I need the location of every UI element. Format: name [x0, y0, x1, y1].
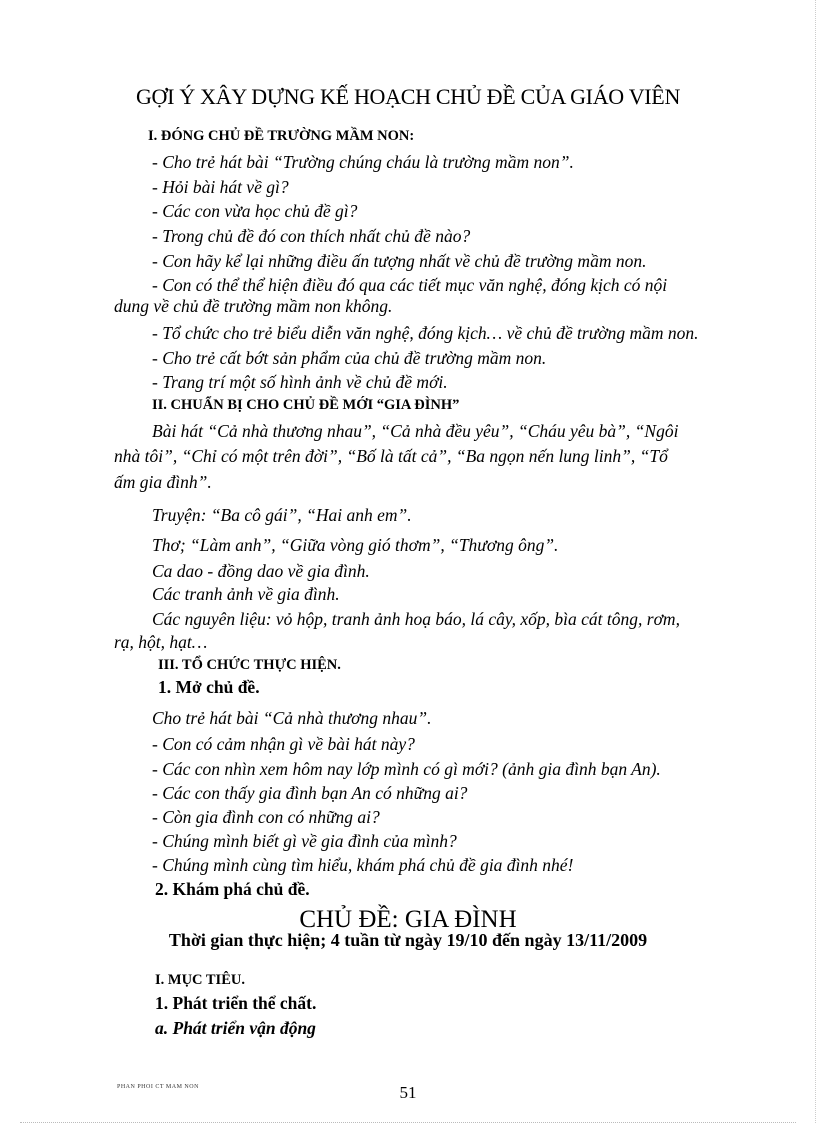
section-1-line: - Các con vừa học chủ đề gì? — [152, 201, 358, 221]
section-3-heading: III. TỔ CHỨC THỰC HIỆN. — [158, 657, 341, 673]
section-3-subheading: 2. Khám phá chủ đề. — [155, 879, 310, 899]
section-1-heading: I. ĐÓNG CHỦ ĐỀ TRƯỜNG MẦM NON: — [148, 128, 415, 144]
section-1-line: - Cho trẻ cất bớt sản phẩm của chủ đề trường mầm non. — [152, 348, 547, 368]
section-1-line: - Tổ chức cho trẻ biểu diễn văn nghệ, đóng kịch… về chủ đề trường mầm non. — [152, 323, 699, 343]
section-3-subheading: 1. Mở chủ đề. — [158, 677, 260, 697]
section-3-line: Cho trẻ hát bài “Cả nhà thương nhau”. — [152, 708, 432, 728]
section-2-line: Các nguyên liệu: vỏ hộp, tranh ảnh hoạ báo, lá cây, xốp, bìa cát tông, rơm, — [152, 609, 680, 629]
objectives-subheading: 1. Phát triển thể chất. — [155, 993, 317, 1013]
section-2-line: Ca dao - đồng dao về gia đình. — [152, 561, 370, 581]
section-1-line: - Con có thể thể hiện điều đó qua các tiết mục văn nghệ, đóng kịch có nội — [152, 275, 668, 295]
section-1-line: - Cho trẻ hát bài “Trường chúng cháu là trường mầm non”. — [152, 152, 574, 172]
section-2-line: rạ, hột, hạt… — [114, 632, 208, 652]
page-title: GỢI Ý XÂY DỰNG KẾ HOẠCH CHỦ ĐỀ CỦA GIÁO VIÊN — [135, 84, 681, 109]
section-3-line: - Còn gia đình con có những ai? — [152, 807, 380, 827]
section-3-line: - Chúng mình cùng tìm hiểu, khám phá chủ đề gia đình nhé! — [152, 855, 574, 875]
footer-label: PHAN PHOI CT MAM NON — [117, 1084, 199, 1090]
page-number: 51 — [399, 1083, 417, 1102]
section-3-line: - Chúng mình biết gì về gia đình của mình? — [152, 831, 457, 851]
section-1-line: - Trong chủ đề đó con thích nhất chủ đề nào? — [152, 226, 471, 246]
section-3-line: - Các con thấy gia đình bạn An có những ai? — [152, 783, 468, 803]
topic-title: CHỦ ĐỀ: GIA ĐÌNH — [299, 906, 517, 933]
section-3-line: - Con có cảm nhận gì về bài hát này? — [152, 734, 415, 754]
section-1-line: - Hỏi bài hát về gì? — [152, 177, 289, 197]
section-2-line: Bài hát “Cả nhà thương nhau”, “Cả nhà đều yêu”, “Cháu yêu bà”, “Ngôi — [152, 421, 679, 441]
section-1-line: - Con hãy kể lại những điều ấn tượng nhất về chủ đề trường mầm non. — [152, 251, 647, 271]
section-3-line: - Các con nhìn xem hôm nay lớp mình có gì mới? (ảnh gia đình bạn An). — [152, 759, 661, 779]
topic-duration: Thời gian thực hiện; 4 tuần từ ngày 19/10 đến ngày 13/11/2009 — [168, 930, 648, 950]
objectives-heading: I. MỤC TIÊU. — [155, 972, 245, 988]
section-2-line: Truyện: “Ba cô gái”, “Hai anh em”. — [152, 505, 412, 525]
section-2-line: Thơ; “Làm anh”, “Giữa vòng gió thơm”, “Thương ông”. — [152, 535, 559, 555]
section-1-line: dung về chủ đề trường mầm non không. — [114, 296, 393, 316]
section-2-heading: II. CHUẨN BỊ CHO CHỦ ĐỀ MỚI “GIA ĐÌNH” — [152, 397, 460, 413]
section-2-line: nhà tôi”, “Chỉ có một trên đời”, “Bố là tất cả”, “Ba ngọn nến lung linh”, “Tổ — [114, 446, 668, 466]
section-1-line: - Trang trí một số hình ảnh về chủ đề mới. — [152, 372, 448, 392]
section-2-line: ấm gia đình”. — [114, 472, 212, 492]
objectives-subheading: a. Phát triển vận động — [155, 1018, 316, 1038]
section-2-line: Các tranh ảnh về gia đình. — [152, 584, 340, 604]
